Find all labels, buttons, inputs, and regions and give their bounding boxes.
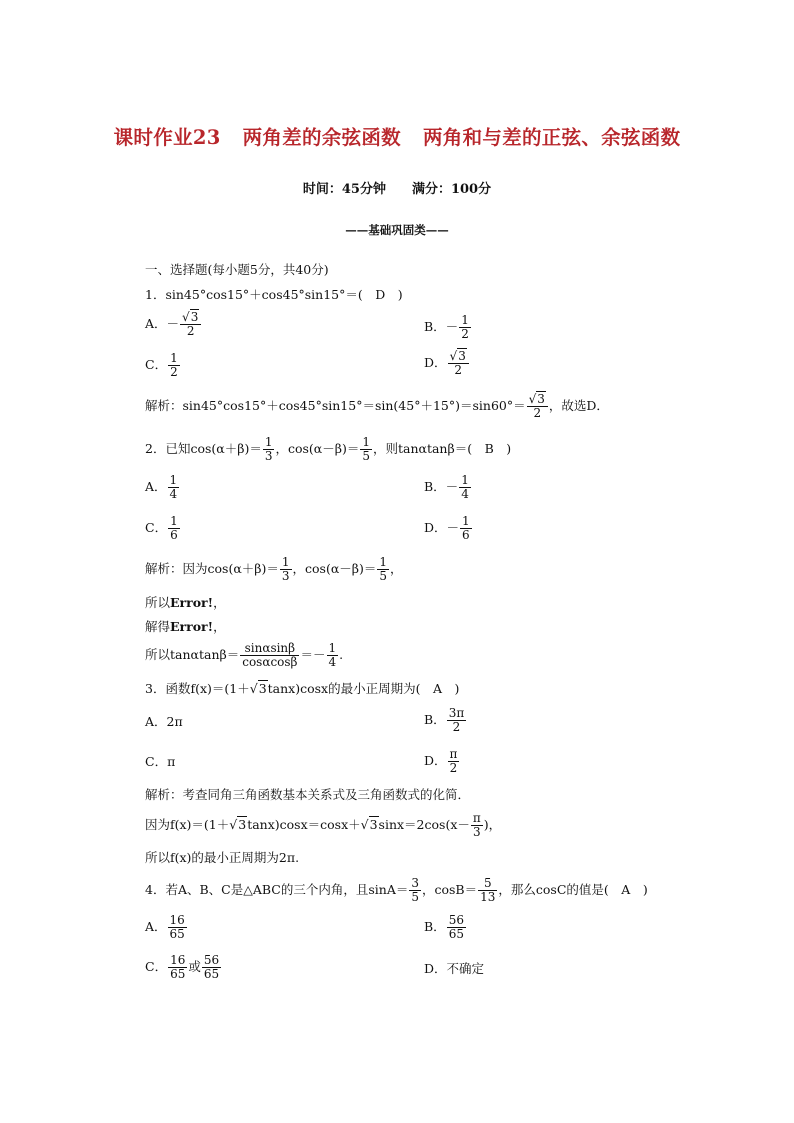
q2-option-c: C． $\frac{1}{6}$ bbox=[145, 514, 178, 543]
title-topic-1: 两角差的余弦函数 bbox=[242, 126, 401, 149]
q3-solution-line-2: 因为f(x)＝(1＋√3tanx)cosx＝cosx＋√3sinx＝2cos(x－ $\frac{\pi}{3}$ )， bbox=[145, 811, 502, 840]
q4-option-c: C． $\frac{16}{65}$ 或 $\frac{56}{65}$ bbox=[145, 953, 220, 982]
q2-solution-line-2: 所以Error!， bbox=[145, 595, 226, 610]
q2-option-b: B．－ $\frac{1}{4}$ bbox=[424, 473, 469, 502]
q2-option-a: A． $\frac{1}{4}$ bbox=[145, 473, 178, 502]
q2-solution-line-4: 所以tanαtanβ＝ $\frac{\sin\alpha\sin\beta}{\cos\alpha\cos\beta}$ ＝－ $\frac{1}{4}$ . bbox=[145, 641, 344, 670]
q2-option-d: D．－ $\frac{1}{6}$ bbox=[424, 514, 470, 543]
time-score-line bbox=[0, 178, 794, 197]
q4-option-d: D．不确定 bbox=[424, 961, 485, 976]
time-label: 时间：45分钟 bbox=[302, 182, 386, 197]
q1-option-d: D． $\frac{√3}{2}$ bbox=[424, 350, 470, 377]
q4-option-b: B． $\frac{56}{65}$ bbox=[424, 913, 464, 942]
title-lesson: 课时作业23 bbox=[113, 126, 221, 149]
part1-heading: 一、选择题(每小题5分，共40分) bbox=[145, 262, 329, 277]
q3-option-a: A．2π bbox=[145, 714, 183, 729]
q2-solution-line-3: 解得Error!， bbox=[145, 619, 226, 634]
q4-stem: 4．若A、B、C是△ABC的三个内角，且sinA＝ $\frac{3}{5}$ ，cosB＝ $\frac{5}{13}$ ，那么cosC的值是( A ) bbox=[145, 876, 648, 905]
q1-solution: 解析：sin45°cos15°＋cos45°sin15°＝sin(45°＋15°)＝sin60°＝ $\frac{√3}{2}$ ，故选D． bbox=[145, 392, 609, 421]
q3-solution-line-1: 解析：考查同角三角函数基本关系式及三角函数式的化简． bbox=[145, 787, 471, 802]
q3-option-d: D． $\frac{\pi}{2}$ bbox=[424, 747, 458, 776]
q2-solution-line-1: 解析：因为cos(α＋β)＝ $\frac{1}{3}$ ，cos(α－β)＝ $\frac{1}{5}$ ， bbox=[145, 555, 403, 584]
q4-option-a: A． $\frac{16}{65}$ bbox=[145, 913, 185, 942]
page-title bbox=[0, 122, 794, 150]
q3-solution-line-3: 所以f(x)的最小正周期为2π. bbox=[145, 850, 300, 865]
title-topic-2: 两角和与差的正弦、余弦函数 bbox=[422, 126, 681, 149]
q3-stem: 3．函数f(x)＝(1＋√3tanx)cosx的最小正周期为( A ) bbox=[145, 681, 460, 696]
score-label: 满分：100分 bbox=[411, 182, 492, 197]
section-heading: ——基础巩固类—— bbox=[345, 223, 449, 237]
q3-option-c: C．π bbox=[145, 754, 176, 769]
q3-option-b: B． $\frac{3\pi}{2}$ bbox=[424, 706, 465, 735]
q1-option-b: B．－ $\frac{1}{2}$ bbox=[424, 313, 469, 342]
q2-stem: 2．已知cos(α＋β)＝ $\frac{1}{3}$ ，cos(α－β)＝ $\frac{1}{5}$ ，则tanαtanβ＝( B ) bbox=[145, 435, 512, 464]
q1-option-a: A．－ $\frac{√3}{2}$ bbox=[145, 311, 202, 338]
q1-stem: 1．sin45°cos15°＋cos45°sin15°＝( D ) bbox=[145, 287, 403, 302]
q1-option-c: C． $\frac{1}{2}$ bbox=[145, 351, 178, 380]
